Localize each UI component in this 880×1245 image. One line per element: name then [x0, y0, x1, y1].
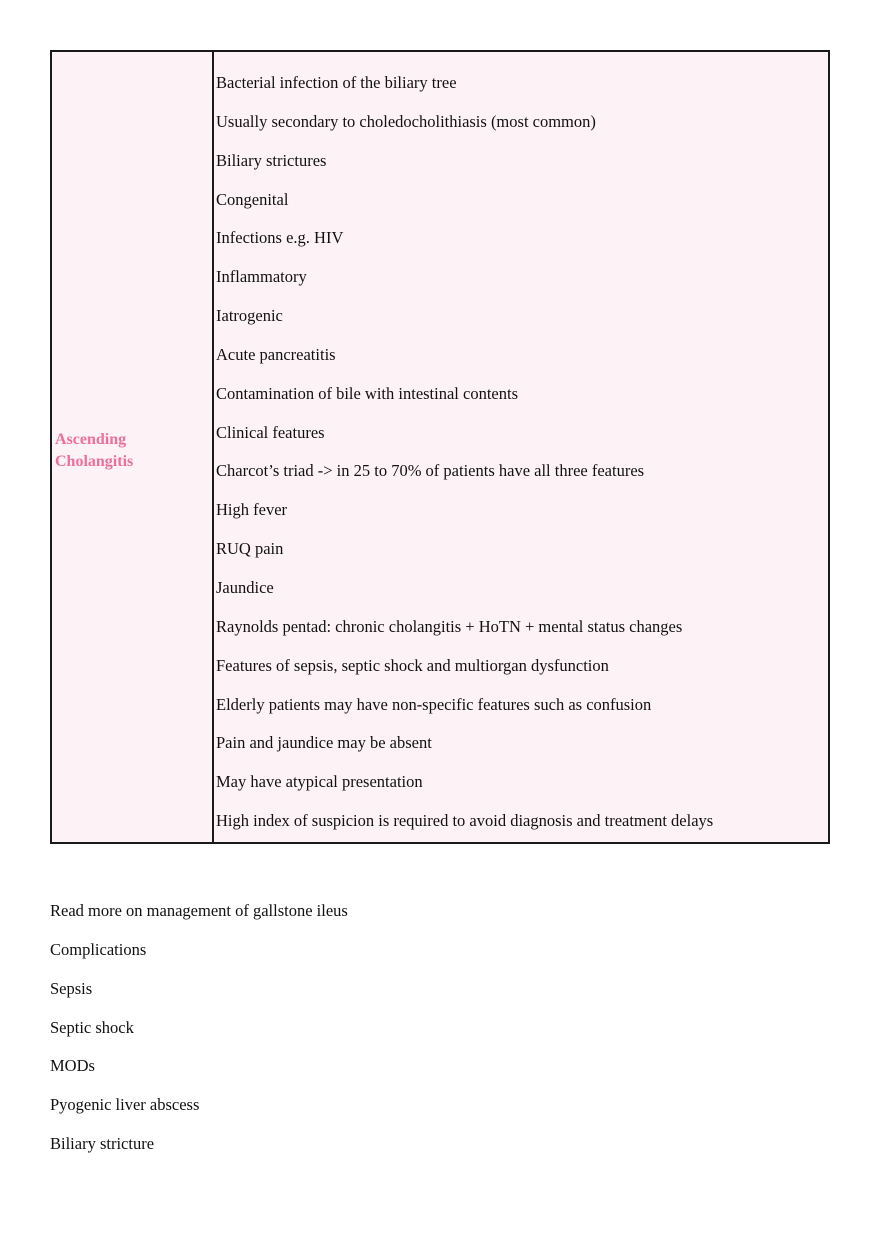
- table-label-cell: [52, 52, 214, 842]
- table-line: Bacterial infection of the biliary tree: [216, 73, 457, 92]
- table-line: Inflammatory: [216, 267, 307, 287]
- read-more-text: Read more on management of gallstone ileus: [50, 901, 348, 920]
- complications-section: [50, 900, 348, 1172]
- table-line: Usually secondary to choledocholithiasis (most common): [216, 111, 596, 131]
- complication-item: Sepsis: [50, 978, 93, 998]
- table-line: Contamination of bile with intestinal contents: [216, 383, 518, 403]
- table-line: Pain and jaundice may be absent: [216, 733, 432, 753]
- table-line: Charcot’s triad -> in 25 to 70% of patients have all three features: [216, 461, 645, 481]
- table-line: Congenital: [216, 189, 289, 209]
- complications-heading: Complications: [50, 939, 147, 959]
- complication-item: Septic shock: [50, 1017, 134, 1037]
- table-line: RUQ pain: [216, 539, 284, 559]
- table-line: Raynolds pentad: chronic cholangitis + HoTN + mental status changes: [216, 616, 683, 636]
- ascending-cholangitis-table: [50, 50, 830, 844]
- table-content-cell: [214, 52, 828, 842]
- table-line: Iatrogenic: [216, 306, 283, 326]
- table-line: Elderly patients may have non-specific features such as confusion: [216, 694, 652, 714]
- table-line: Infections e.g. HIV: [216, 228, 344, 248]
- table-line: High fever: [216, 500, 288, 520]
- table-line: High index of suspicion is required to avoid diagnosis and treatment delays: [216, 811, 714, 831]
- table-line: Features of sepsis, septic shock and multiorgan dysfunction: [216, 655, 609, 675]
- complication-item: MODs: [50, 1056, 95, 1076]
- complication-item: Pyogenic liver abscess: [50, 1095, 200, 1115]
- complication-item: Biliary stricture: [50, 1134, 155, 1154]
- table-line: Jaundice: [216, 577, 274, 597]
- table-line: Biliary strictures: [216, 150, 327, 170]
- table-line: May have atypical presentation: [216, 772, 423, 792]
- table-label: Ascending Cholangitis: [55, 431, 134, 470]
- table-line: Clinical features: [216, 422, 325, 442]
- table-line: Acute pancreatitis: [216, 344, 336, 364]
